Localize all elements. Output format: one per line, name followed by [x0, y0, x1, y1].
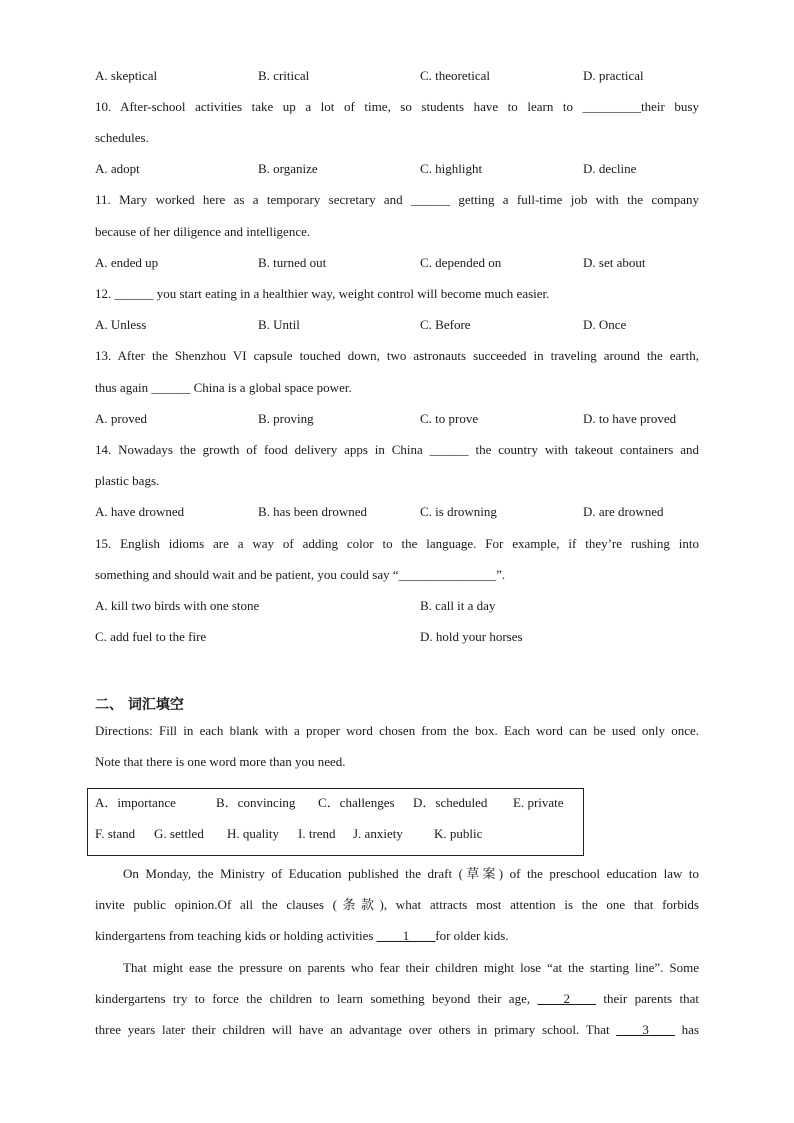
q10-stem-line1: 10. After-school activities take up a lot of time, so students have to learn to _________their busy: [95, 99, 699, 114]
passage-p2-line1: That might ease the pressure on parents who fear their children might lose “at the starting line”. Some: [123, 960, 699, 975]
q15-stem-line2: something and should wait and be patient, you could say “_______________”.: [95, 567, 506, 582]
q15-option-b: B. call it a day: [420, 598, 496, 613]
q13-option-b: B. proving: [258, 411, 314, 426]
passage-p2-line2: [95, 991, 699, 1007]
passage-text: kindergartens from teaching kids or holding activities: [95, 928, 377, 943]
blank-1[interactable]: ____1____: [376, 928, 436, 943]
q11-stem-line2: because of her diligence and intelligence.: [95, 224, 311, 239]
word-d: D．scheduled: [413, 795, 488, 810]
q14-option-b: B. has been drowned: [258, 504, 368, 519]
q14-option-a: A. have drowned: [95, 504, 185, 519]
q9-option-c: C. theoretical: [420, 68, 491, 83]
word-i: I. trend: [298, 826, 336, 841]
word-h: H. quality: [227, 826, 279, 841]
word-f: F. stand: [95, 826, 136, 841]
directions-line2: Note that there is one word more than you need.: [95, 754, 346, 769]
directions-line1: Directions: Fill in each blank with a proper word chosen from the box. Each word can be used only once.: [95, 723, 699, 738]
word-a: A．importance: [95, 795, 176, 810]
q11-option-b: B. turned out: [258, 255, 327, 270]
q13-stem-line1: 13. After the Shenzhou VI capsule touched down, two astronauts succeeded in traveling around the earth,: [95, 348, 699, 363]
q12-option-a: A. Unless: [95, 317, 147, 332]
q12-option-d: D. Once: [583, 317, 627, 332]
blank-3[interactable]: ____3____: [616, 1022, 675, 1037]
q10-option-a: A. adopt: [95, 161, 140, 176]
q9-option-b: B. critical: [258, 68, 310, 83]
passage-p1-line1: On Monday, the Ministry of Education published the draft (草案) of the preschool education law to: [123, 866, 699, 881]
q12-option-b: B. Until: [258, 317, 300, 332]
passage-text: their parents that: [595, 991, 699, 1006]
word-k: K. public: [434, 826, 483, 841]
q14-option-d: D. are drowned: [583, 504, 664, 519]
q15-option-d: D. hold your horses: [420, 629, 523, 644]
q15-option-c: C. add fuel to the fire: [95, 629, 207, 644]
q14-option-c: C. is drowning: [420, 504, 497, 519]
q9-option-a: A. skeptical: [95, 68, 158, 83]
q10-option-c: C. highlight: [420, 161, 483, 176]
q13-option-c: C. to prove: [420, 411, 479, 426]
word-e: E. private: [513, 795, 564, 810]
q10-option-b: B. organize: [258, 161, 318, 176]
q13-stem-line2: thus again ______ China is a global space power.: [95, 380, 352, 395]
q9-option-d: D. practical: [583, 68, 644, 83]
passage-p2-line3: [95, 1022, 699, 1038]
q13-option-a: A. proved: [95, 411, 147, 426]
q14-stem-line2: plastic bags.: [95, 473, 160, 488]
q13-option-d: D. to have proved: [583, 411, 677, 426]
q11-option-d: D. set about: [583, 255, 646, 270]
passage-p1-line3: [95, 928, 509, 944]
word-b: B．convincing: [216, 795, 296, 810]
q15-stem-line1: 15. English idioms are a way of adding color to the language. For example, if they’re rushing into: [95, 536, 699, 551]
passage-p1-line2: invite public opinion.Of all the clauses (条款), what attracts most attention is the one that forbids: [95, 897, 699, 912]
word-j: J. anxiety: [353, 826, 403, 841]
q12-option-c: C. Before: [420, 317, 471, 332]
q11-option-a: A. ended up: [95, 255, 159, 270]
passage-text: kindergartens try to force the children to learn something beyond their age,: [95, 991, 538, 1006]
q14-stem-line1: 14. Nowadays the growth of food delivery apps in China ______ the country with takeout containers and: [95, 442, 699, 457]
blank-2[interactable]: ____2____: [537, 991, 596, 1006]
q11-option-c: C. depended on: [420, 255, 502, 270]
passage-text: has: [674, 1022, 699, 1037]
q12-stem: 12. ______ you start eating in a healthier way, weight control will become much easier.: [95, 286, 550, 301]
passage-text: three years later their children will have an advantage over others in primary school. That: [95, 1022, 617, 1037]
word-g: G. settled: [154, 826, 204, 841]
q15-option-a: A. kill two birds with one stone: [95, 598, 260, 613]
word-c: C．challenges: [318, 795, 395, 810]
q10-option-d: D. decline: [583, 161, 637, 176]
q11-stem-line1: 11. Mary worked here as a temporary secretary and ______ getting a full-time job with the company: [95, 192, 699, 207]
passage-text: for older kids.: [435, 928, 509, 943]
q10-stem-line2: schedules.: [95, 130, 149, 145]
section-heading: 二、 词汇填空: [95, 697, 184, 713]
